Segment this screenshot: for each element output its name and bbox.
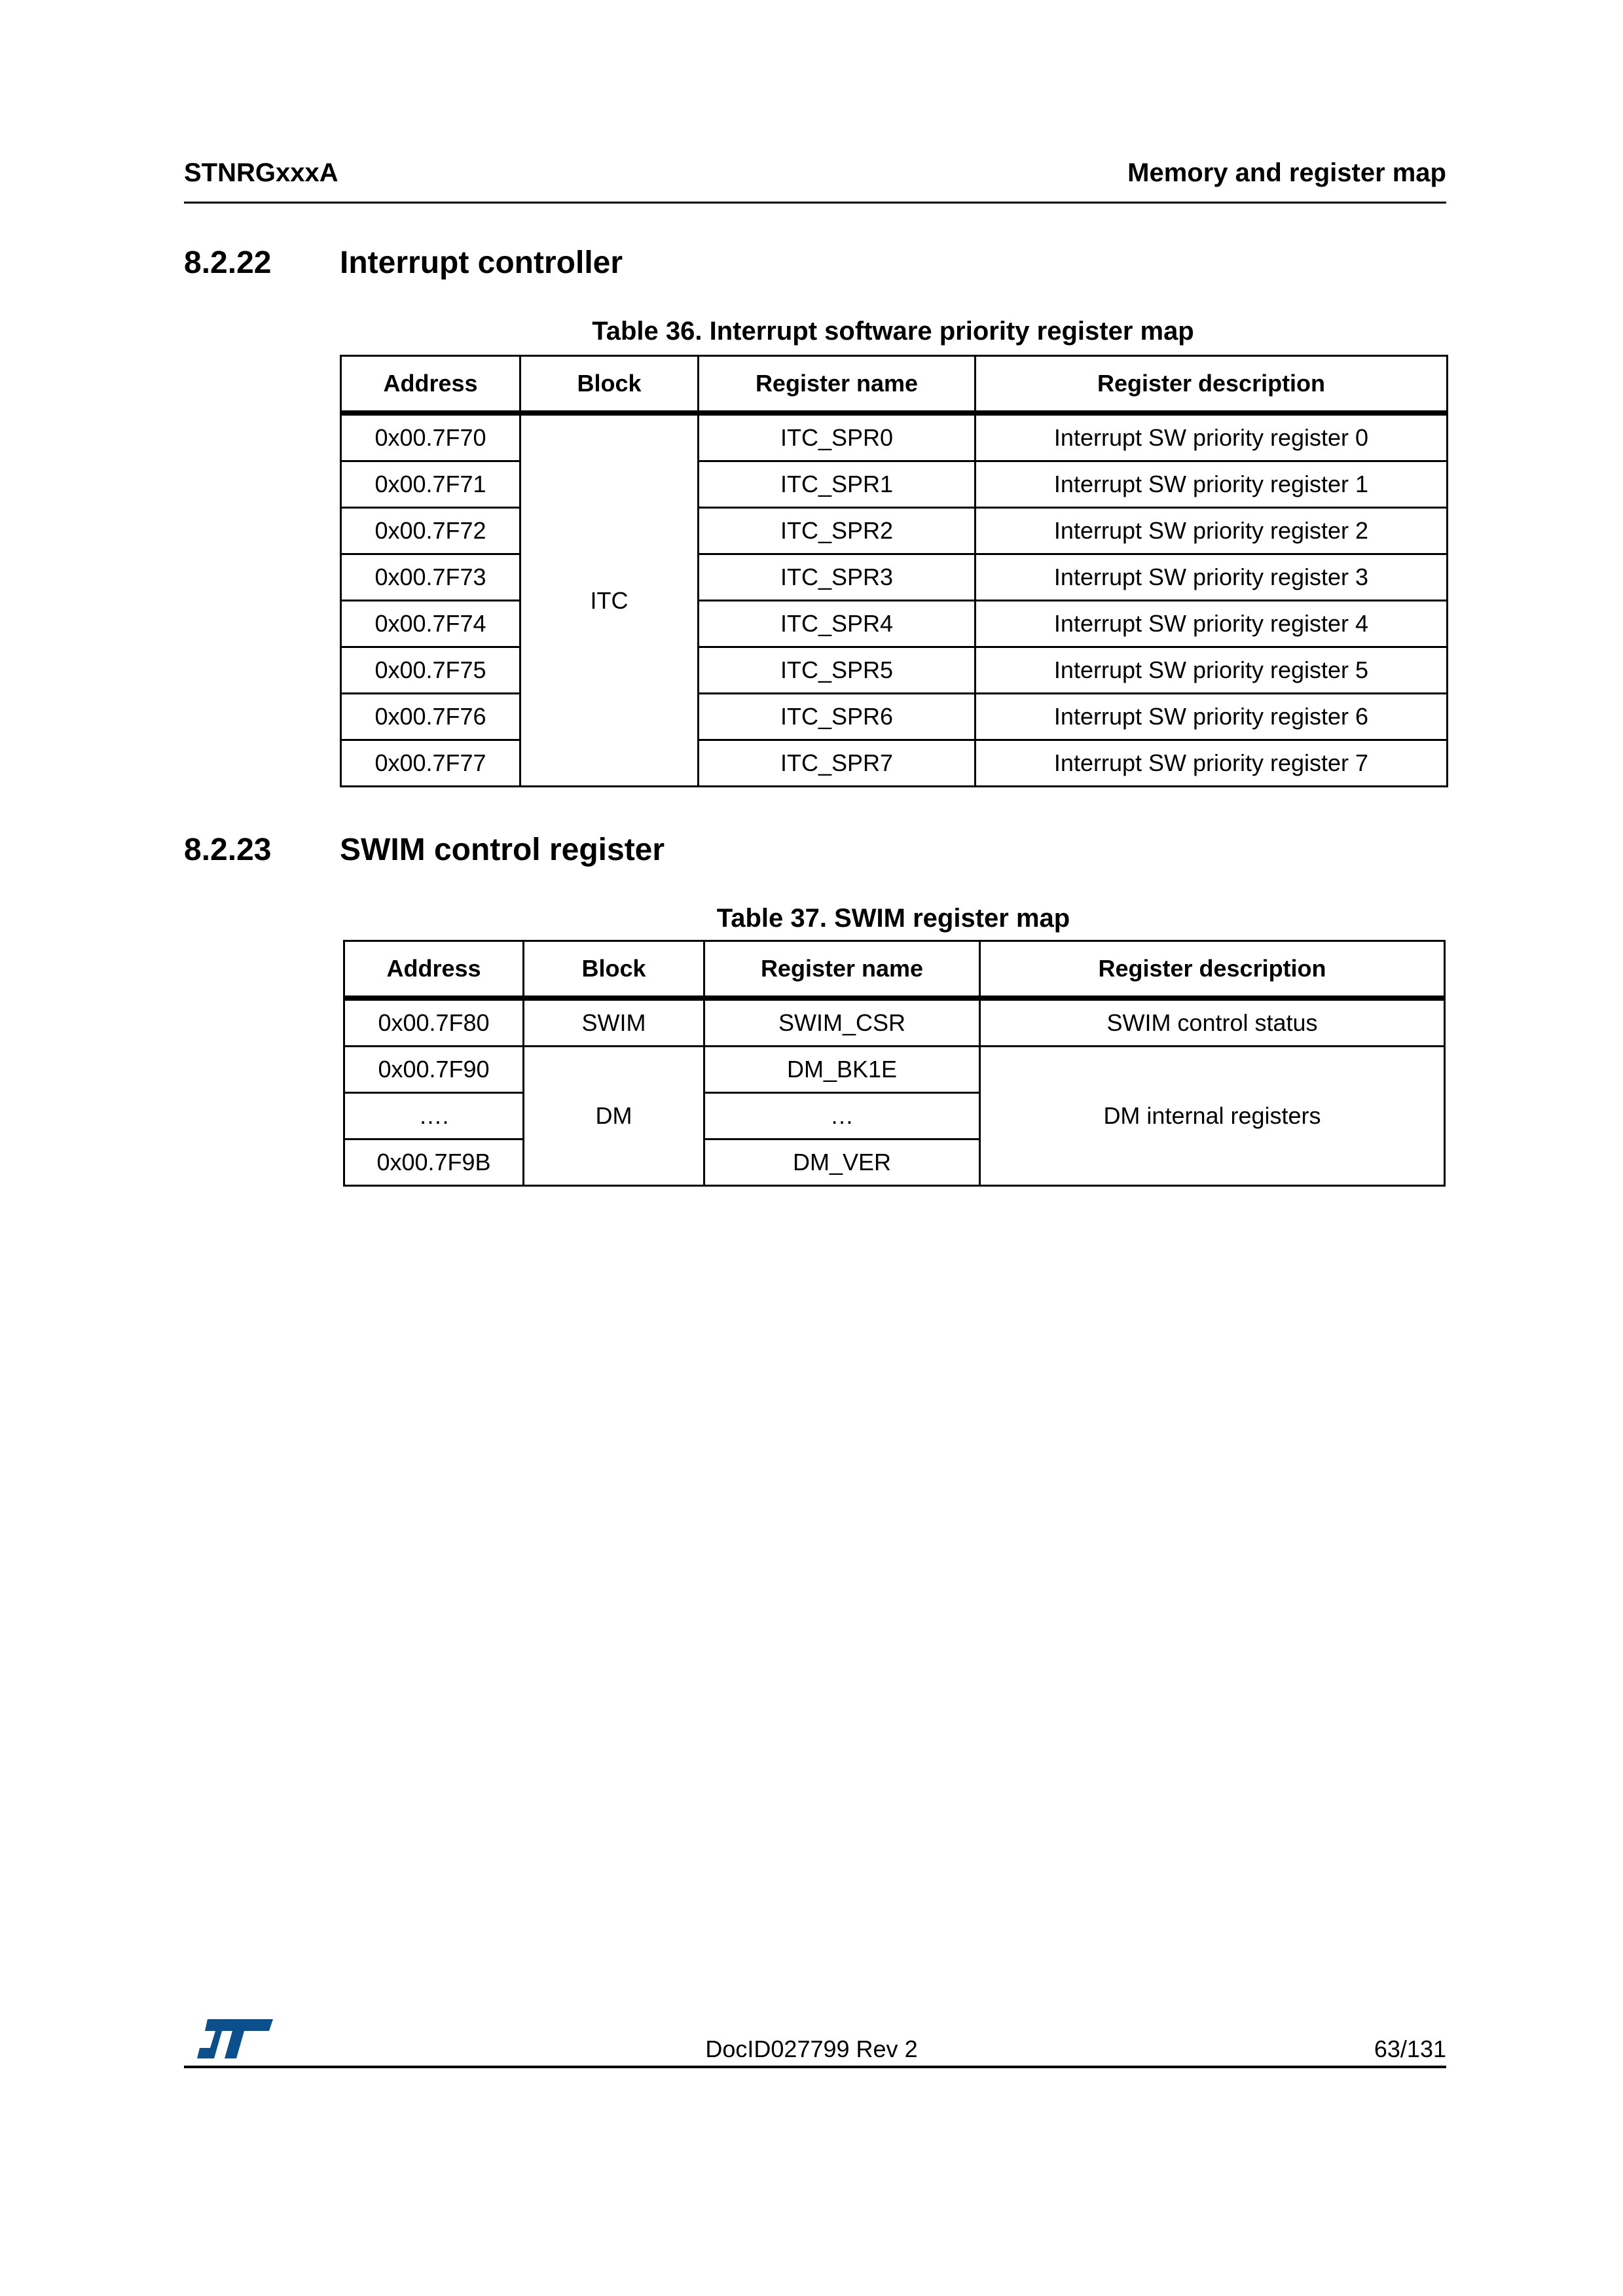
register-name-cell: ITC_SPR2 [699,508,976,554]
table-row [341,413,1448,461]
register-name-cell: SWIM_CSR [704,998,980,1047]
register-name-cell: ITC_SPR0 [699,413,976,461]
address-cell: 0x00.7F72 [341,508,520,554]
address-cell: 0x00.7F75 [341,647,520,694]
register-name-cell: ITC_SPR6 [699,694,976,740]
column-header: Address [341,356,520,414]
table-caption: Table 36. Interrupt software priority register map [592,317,1194,346]
header-doc-name: STNRGxxxA [184,158,338,187]
footer-divider [184,2066,1446,2068]
column-header: Block [524,941,704,999]
table-row [341,647,1448,694]
register-name-cell: ITC_SPR7 [699,740,976,787]
table-caption: Table 37. SWIM register map [716,904,1070,933]
column-header: Address [344,941,524,999]
table-row [341,694,1448,740]
header-chapter-title: Memory and register map [1127,158,1446,187]
address-cell: 0x00.7F70 [341,413,520,461]
table-row [341,461,1448,508]
column-header: Register description [976,356,1448,414]
address-cell: 0x00.7F80 [344,998,524,1047]
register-description-cell: SWIM control status [980,998,1445,1047]
column-header: Register name [704,941,980,999]
footer-page-number: 63/131 [1374,2036,1446,2062]
register-description-cell: Interrupt SW priority register 3 [976,554,1448,601]
section-number: 8.2.23 [184,833,272,867]
address-cell: 0x00.7F90 [344,1047,524,1093]
table-row [341,601,1448,647]
register-name-cell: ITC_SPR5 [699,647,976,694]
register-name-cell: ITC_SPR1 [699,461,976,508]
address-cell: 0x00.7F76 [341,694,520,740]
footer-doc-id: DocID027799 Rev 2 [705,2036,918,2062]
section-title: Interrupt controller [340,245,623,280]
register-name-cell: DM_VER [704,1139,980,1186]
address-cell: 0x00.7F74 [341,601,520,647]
register-name-cell: … [704,1093,980,1139]
column-header: Block [520,356,699,414]
block-cell: SWIM [524,998,704,1047]
register-description-cell: Interrupt SW priority register 7 [976,740,1448,787]
address-cell: 0x00.7F77 [341,740,520,787]
table-row [341,554,1448,601]
header-divider [184,202,1446,204]
address-cell: 0x00.7F9B [344,1139,524,1186]
column-header: Register name [699,356,976,414]
table-row [344,1047,1445,1093]
block-cell: DM [524,1047,704,1186]
register-description-cell: Interrupt SW priority register 0 [976,413,1448,461]
address-cell: …. [344,1093,524,1139]
table-row [341,508,1448,554]
table-row [344,998,1445,1047]
table-row [341,740,1448,787]
register-description-cell: Interrupt SW priority register 5 [976,647,1448,694]
register-description-cell: DM internal registers [980,1047,1445,1186]
address-cell: 0x00.7F71 [341,461,520,508]
register-description-cell: Interrupt SW priority register 2 [976,508,1448,554]
register-name-cell: ITC_SPR4 [699,601,976,647]
register-description-cell: Interrupt SW priority register 6 [976,694,1448,740]
column-header: Register description [980,941,1445,999]
section-number: 8.2.22 [184,245,272,280]
address-cell: 0x00.7F73 [341,554,520,601]
register-name-cell: DM_BK1E [704,1047,980,1093]
section-title: SWIM control register [340,833,665,867]
itc-register-table [340,355,1448,787]
swim-register-table [343,940,1446,1187]
register-description-cell: Interrupt SW priority register 1 [976,461,1448,508]
register-description-cell: Interrupt SW priority register 4 [976,601,1448,647]
block-cell: ITC [520,413,699,787]
register-name-cell: ITC_SPR3 [699,554,976,601]
